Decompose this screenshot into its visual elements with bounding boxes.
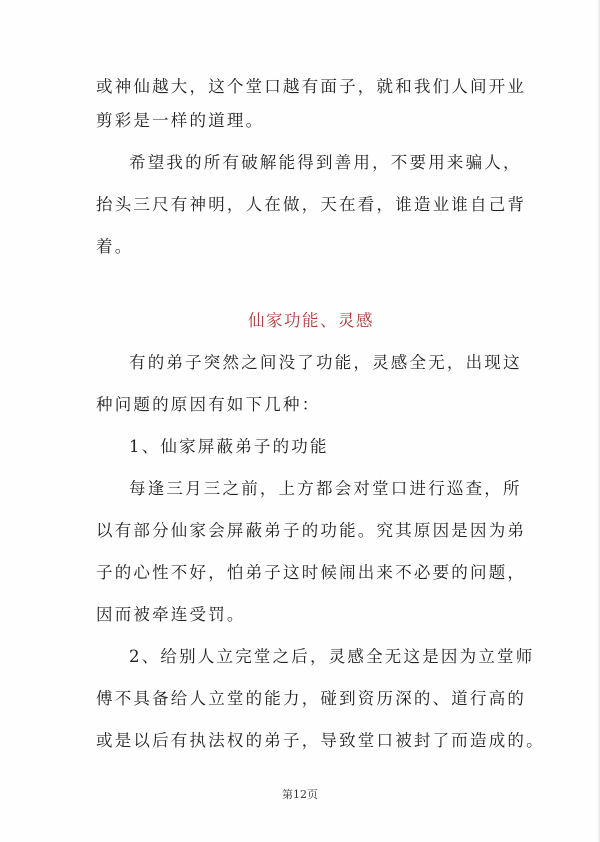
section-heading: 仙家功能、灵感 xyxy=(248,311,374,330)
paragraph-2-line-3: 着。 xyxy=(96,237,134,256)
paragraph-1-line-1: 或神仙越大，这个堂口越有面子，就和我们人间开业 xyxy=(96,77,527,96)
list-item-1-line-2: 以有部分仙家会屏蔽弟子的功能。究其原因是因为弟 xyxy=(96,521,527,540)
paragraph-1-line-2: 剪彩是一样的道理。 xyxy=(96,111,265,130)
paragraph-2-line-2: 抬头三尺有神明，人在做，天在看，谁造业谁自己背 xyxy=(96,195,527,214)
list-item-1-title: 1、仙家屏蔽弟子的功能 xyxy=(129,437,329,456)
intro-line-2: 种问题的原因有如下几种： xyxy=(96,395,321,414)
list-item-2-line-3: 或是以后有执法权的弟子，导致堂口被封了而造成的。 xyxy=(96,731,545,750)
paragraph-2-line-1: 希望我的所有破解能得到善用，不要用来骗人， xyxy=(129,153,522,172)
intro-line-1: 有的弟子突然之间没了功能，灵感全无，出现这 xyxy=(129,353,522,372)
page-number: 第12页 xyxy=(282,788,318,801)
list-item-1-line-3: 子的心性不好，怕弟子这时候闹出来不必要的问题， xyxy=(96,563,527,582)
list-item-2-line-2: 傅不具备给人立堂的能力，碰到资历深的、道行高的 xyxy=(96,689,527,708)
list-item-1-line-1: 每逢三月三之前，上方都会对堂口进行巡查，所 xyxy=(129,479,522,498)
list-item-1-line-4: 因而被牵连受罚。 xyxy=(96,605,246,624)
page-content xyxy=(96,70,545,758)
list-item-2-line-1: 2、给别人立完堂之后，灵感全无这是因为立堂师 xyxy=(129,647,535,666)
